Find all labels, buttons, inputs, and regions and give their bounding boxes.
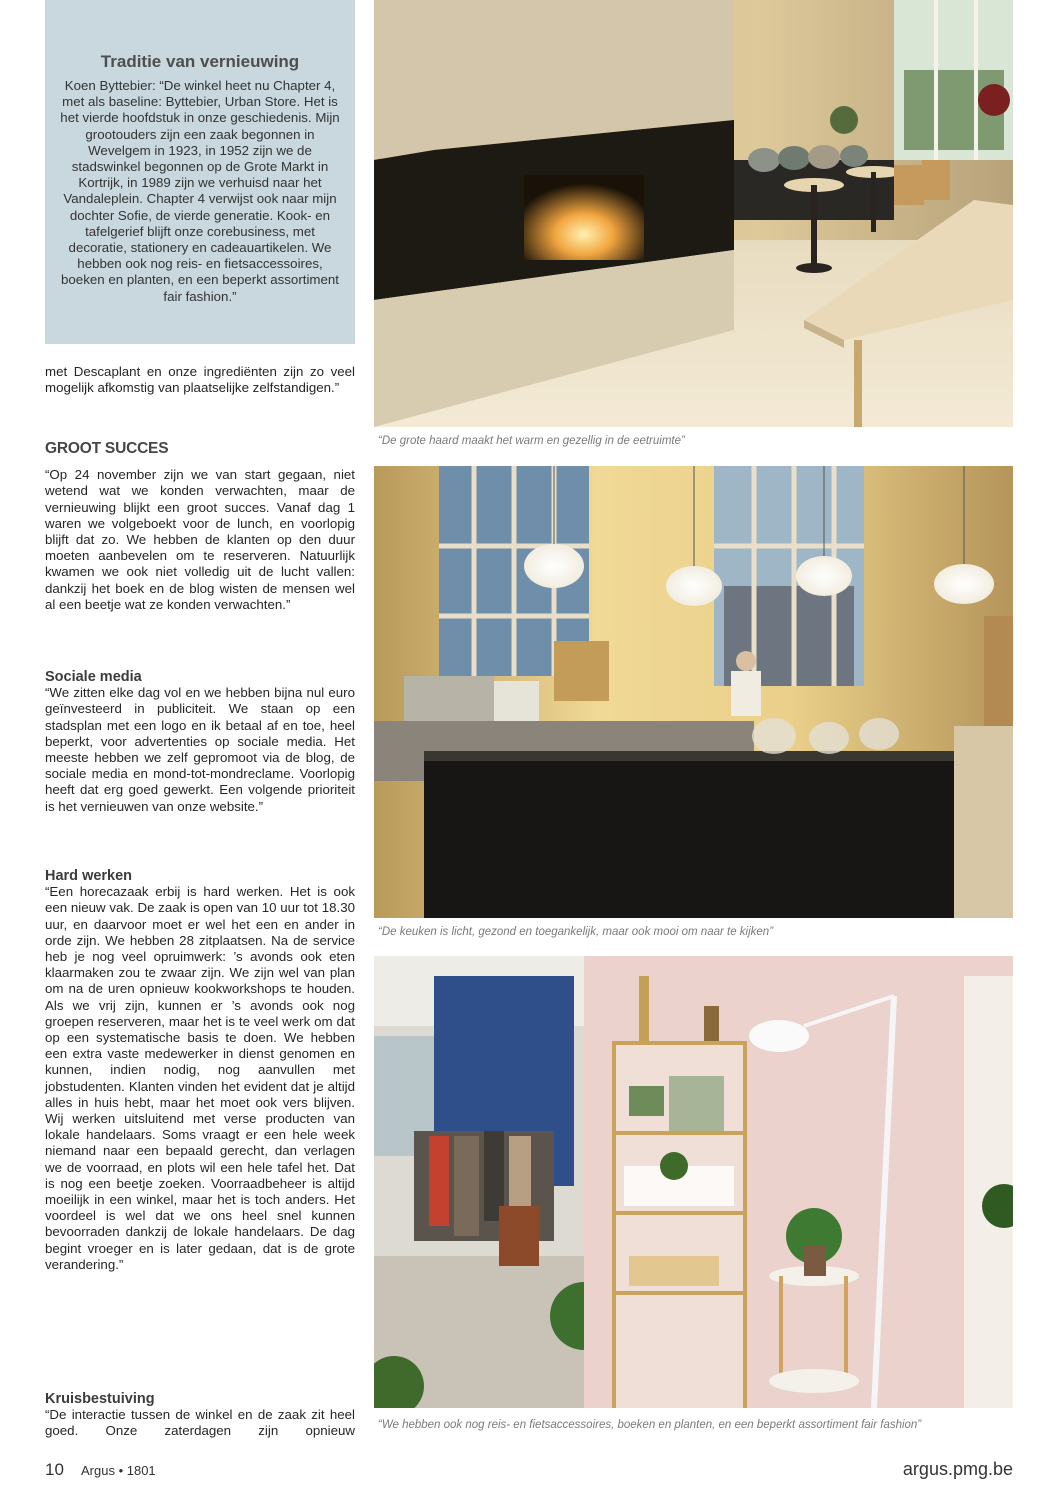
caption-photo-3: “We hebben ook nog reis- en fietsaccessoires, boeken en planten, en een beperkt assortiment fair fashion” [378, 1419, 922, 1431]
section-text-groot-succes: “Op 24 november zijn we van start gegaan, niet wetend wat we konden verwachten, maar de vernieuwing blijkt een groot succes. Vanaf dag 1 waren we volgeboekt voor de lunch, en voorlopig blijft dat zo. We hebben de klanten op den duur moeten aanbevelen om te reserveren. Natuurlijk kwamen we ook niet volledig uit de lucht vallen: dankzij het boek en de blog wisten de mensen wel al een beetje wat ze konden verwachten.” [45, 467, 355, 612]
section-text-sociale-media: “We zitten elke dag vol en we hebben bijna nul euro geïnvesteerd in publiciteit. We staan op een stadsplan met een logo en ik betaal af en toe, heel beperkt, voor advertenties op sociale media. Het meeste hebben we zelf gepromoot via de blog, de sociale media en mond-tot-mondreclame. Voorlopig heeft dat erg goed gewerkt. Een volgende prioriteit is het vernieuwen van onze website.” [45, 685, 355, 814]
page-number: 10 [45, 1460, 64, 1479]
section-text-kruisbestuiving: “De interactie tussen de winkel en de zaak zit heel goed. Onze zaterdagen zijn opnieuw [45, 1407, 355, 1439]
sidebar-box [45, 0, 355, 344]
section-hard-werken [45, 868, 355, 1273]
section-text-hard-werken: “Een horecazaak erbij is hard werken. Het is ook een nieuw vak. De zaak is open van 10 uur tot 18.30 uur, en daarvoor moet er wel het een en ander in orde zijn. We hebben 28 zitplaatsen. Na de service heb je nog veel opruimwerk: ’s avonds ook eten klaarmaken zou te zwaar zijn. We zijn wel van plan om na de uren opnieuw kookworkshops te houden. Als we vrij zijn, kunnen er ’s avonds ook nog groepen reserveren, maar het is te veel werk om dat op een systematische basis te doen. We hebben een extra vaste medewerker in dienst genomen en kunnen, indien nodig, nog aanvullen met jobstudenten. Klanten vinden het evident dat je altijd alles in huis hebt, maar het moet ook vers blijven. Wij werken uitsluitend met verse producten van lokale handelaars. Soms vraagt er een hele week niemand naar een bepaald gerecht, dan verlagen we de voorraad, en plots wil een hele tafel het. Dat is nog een beetje zoeken. Voorraadbeheer is altijd moeilijk in een winkel, maar het is toch anders. Het voordeel is wel dat we ons heel snel kunnen bevoorraden dankzij de lokale handelaars. De dag begint vroeger en is later gedaan, dat is de grote verandering.” [45, 884, 355, 1272]
footer-url-link[interactable]: argus.pmg.be [902, 1459, 1013, 1479]
section-sociale-media [45, 669, 355, 815]
caption-photo-1: “De grote haard maakt het warm en gezellig in de eetruimte” [378, 435, 685, 447]
section-title-groot-succes: GROOT SUCCES [45, 440, 169, 457]
photo-kitchen [374, 466, 1013, 918]
section-title-kruisbestuiving: Kruisbestuiving [45, 1391, 155, 1407]
caption-photo-2: “De keuken is licht, gezond en toegankelijk, maar ook mooi om naar te kijken” [378, 926, 774, 938]
photo-shop-interior [374, 956, 1013, 1408]
section-title-hard-werken: Hard werken [45, 868, 133, 884]
article-intro: met Descaplant en onze ingrediënten zijn zo veel mogelijk afkomstig van plaatselijke zelfstandigen.” [45, 364, 355, 396]
section-kruisbestuiving [45, 1391, 355, 1440]
photo-fireplace-dining [374, 0, 1013, 427]
magazine-issue: Argus • 1801 [81, 1463, 156, 1478]
section-groot-succes [45, 441, 355, 613]
article-intro-block [45, 364, 355, 396]
sidebar-text: Koen Byttebier: “De winkel heet nu Chapter 4, met als baseline: Byttebier, Urban Store. Het is het vierde hoofdstuk in onze geschiedenis. Mijn grootouders zijn een zaak begonnen in Wevelgem in 1923, in 1952 zijn we de stadswinkel begonnen op de Grote Markt in Kortrijk, in 1989 zijn we verhuisd naar het Vandaleplein. Chapter 4 verwijst ook naar mijn dochter Sofie, de vierde generatie. Kook- en tafelgerief blijft onze corebusiness, met decoratie, stationery en cadeauartikelen. We hebben ook nog reis- en fietsaccessoires, boeken en planten, en een beperkt assortiment fair fashion.” [60, 78, 340, 304]
sidebar-heading: Traditie van vernieuwing [100, 52, 300, 71]
section-title-sociale-media: Sociale media [45, 669, 142, 685]
